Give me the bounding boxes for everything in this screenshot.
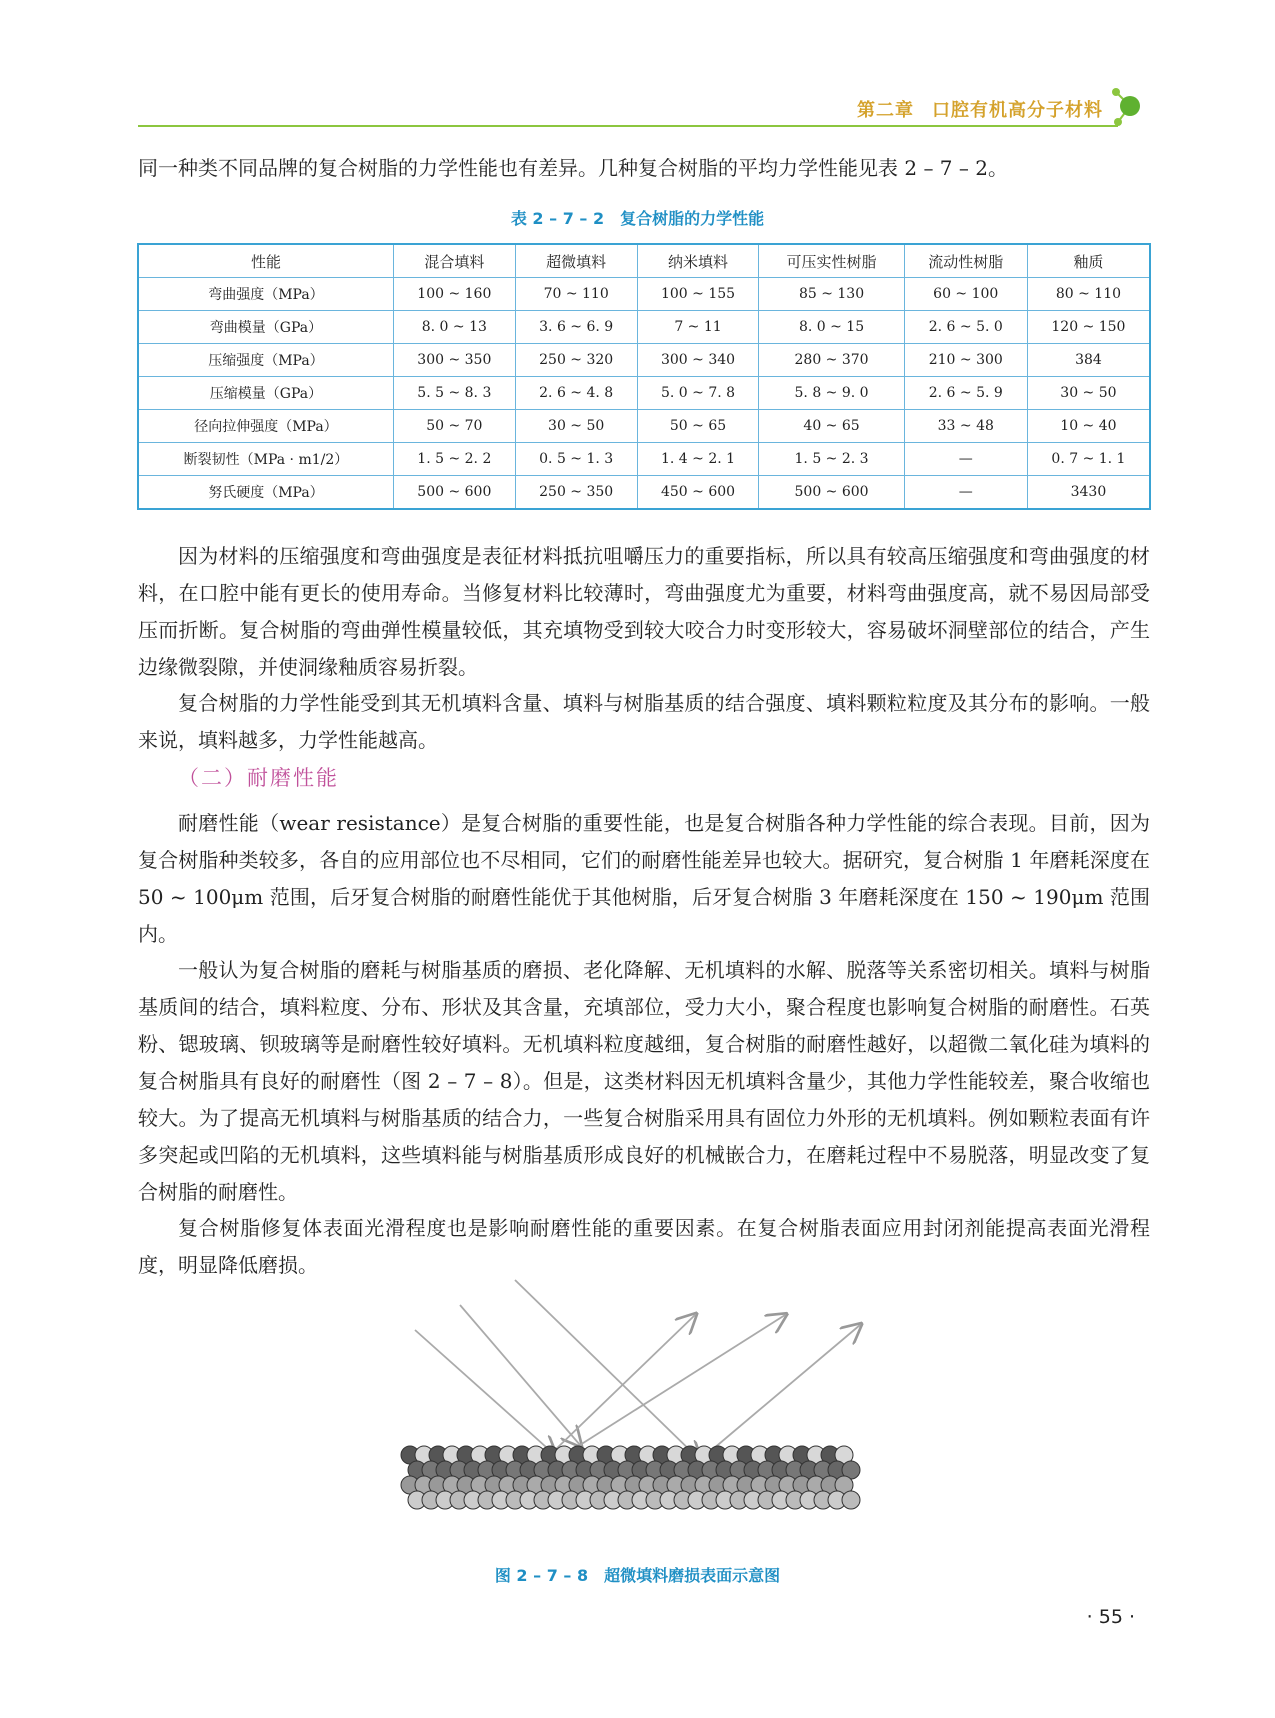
header-cell: 釉质 <box>1027 244 1150 278</box>
table-cell: 300 ~ 350 <box>393 344 515 377</box>
filler-particle <box>842 1491 860 1509</box>
table-cell: — <box>904 443 1027 476</box>
table-cell: 80 ~ 110 <box>1027 278 1150 311</box>
body-paragraph: 一般认为复合树脂的磨耗与树脂基质的磨损、老化降解、无机填料的水解、脱落等关系密切相关。填料与树脂基质间的结合，填料粒度、分布、形状及其含量，充填部位，受力大小，聚合程度也影响复合树脂的耐磨性。石英粉、锶玻璃、钡玻璃等是耐磨性较好填料。无机填料粒度越细，复合树脂的耐磨性越好，以超微二氧化硅为填料的复合树脂具有良好的耐磨性（图 2 – 7 – 8）。但是，这类材料因无机填料含量少，其他力学性能较差，聚合收缩也较大。为了提高无机填料与树脂基质的结合力，一些复合树脂采用具有固位力外形的无机填料。例如颗粒表面有许多突起或凹陷的无机填料，这些填料能与树脂基质形成良好的机械嵌合力，在磨耗过程中不易脱落，明显改变了复合树脂的耐磨性。 <box>138 958 1150 1204</box>
table-cell: 500 ~ 600 <box>759 476 904 510</box>
table-cell: 120 ~ 150 <box>1027 311 1150 344</box>
figure-caption: 图 2 – 7 – 8 超微填料磨损表面示意图 <box>494 1566 781 1585</box>
table-cell: 250 ~ 350 <box>515 476 637 510</box>
header-cell: 超微填料 <box>515 244 637 278</box>
table-cell: 压缩强度（MPa） <box>138 344 393 377</box>
table-cell: 2. 6 ~ 5. 0 <box>904 311 1027 344</box>
table-cell: 280 ~ 370 <box>759 344 904 377</box>
header-rule <box>138 125 1118 127</box>
table-cell: 33 ~ 48 <box>904 410 1027 443</box>
body-paragraph: 复合树脂修复体表面光滑程度也是影响耐磨性能的重要因素。在复合树脂表面应用封闭剂能提高表面光滑程度，明显降低磨损。 <box>138 1216 1150 1277</box>
table-cell: 5. 8 ~ 9. 0 <box>759 377 904 410</box>
wear-surface-figure <box>400 1270 890 1550</box>
table-cell: 8. 0 ~ 13 <box>393 311 515 344</box>
table-cell: 5. 0 ~ 7. 8 <box>637 377 759 410</box>
page-number: · 55 · <box>1086 1606 1135 1628</box>
table-cell: 40 ~ 65 <box>759 410 904 443</box>
table-cell: 210 ~ 300 <box>904 344 1027 377</box>
body-paragraph: 复合树脂的力学性能受到其无机填料含量、填料与树脂基质的结合强度、填料颗粒粒度及其分布的影响。一般来说，填料越多，力学性能越高。 <box>138 691 1150 752</box>
body-paragraph: 因为材料的压缩强度和弯曲强度是表征材料抵抗咀嚼压力的重要指标，所以具有较高压缩强度和弯曲强度的材料，在口腔中能有更长的使用寿命。当修复材料比较薄时，弯曲强度尤为重要，材料弯曲强度高，就不易因局部受压而折断。复合树脂的弯曲弹性模量较低，其充填物受到较大咬合力时变形较大，容易破坏洞壁部位的结合，产生边缘微裂隙，并使洞缘釉质容易折裂。 <box>138 544 1150 679</box>
table-cell: 弯曲模量（GPa） <box>138 311 393 344</box>
table-cell: 100 ~ 155 <box>637 278 759 311</box>
table-cell: 250 ~ 320 <box>515 344 637 377</box>
body-paragraph: 耐磨性能（wear resistance）是复合树脂的重要性能，也是复合树脂各种力学性能的综合表现。目前，因为复合树脂种类较多，各自的应用部位也不尽相同，它们的耐磨性能差异也较大。据研究，复合树脂 1 年磨耗深度在 50 ~ 100μm 范围，后牙复合树脂的耐磨性能优于其他树脂，后牙复合树脂 3 年磨耗深度在 150 ~ 190μm 范围内。 <box>138 811 1150 946</box>
table-cell: 7 ~ 11 <box>637 311 759 344</box>
light-rays <box>415 1280 860 1460</box>
table-cell: 1. 4 ~ 2. 1 <box>637 443 759 476</box>
table-cell: 30 ~ 50 <box>515 410 637 443</box>
section-heading: （二）耐磨性能 <box>178 766 339 790</box>
table-cell: 70 ~ 110 <box>515 278 637 311</box>
chapter-number: 第二章 <box>857 100 914 121</box>
table-cell: 500 ~ 600 <box>393 476 515 510</box>
table-cell: 3430 <box>1027 476 1150 510</box>
table-cell: — <box>904 476 1027 510</box>
table-cell: 10 ~ 40 <box>1027 410 1150 443</box>
table-cell: 径向拉伸强度（MPa） <box>138 410 393 443</box>
header-cell: 纳米填料 <box>637 244 759 278</box>
table-cell: 384 <box>1027 344 1150 377</box>
header-cell: 混合填料 <box>393 244 515 278</box>
table-cell: 2. 6 ~ 5. 9 <box>904 377 1027 410</box>
table-cell: 3. 6 ~ 6. 9 <box>515 311 637 344</box>
running-header <box>839 96 1103 122</box>
table-cell: 50 ~ 65 <box>637 410 759 443</box>
table-cell: 5. 5 ~ 8. 3 <box>393 377 515 410</box>
table-cell: 30 ~ 50 <box>1027 377 1150 410</box>
table-header-row <box>138 244 1150 278</box>
intro-paragraph: 同一种类不同品牌的复合树脂的力学性能也有差异。几种复合树脂的平均力学性能见表 2 – 7 – 2。 <box>138 156 1008 180</box>
table-row <box>138 476 1150 510</box>
table-cell: 压缩模量（GPa） <box>138 377 393 410</box>
table-cell: 50 ~ 70 <box>393 410 515 443</box>
header-cell: 性能 <box>138 244 393 278</box>
table-cell: 2. 6 ~ 4. 8 <box>515 377 637 410</box>
table-row <box>138 311 1150 344</box>
header-cell: 流动性树脂 <box>904 244 1027 278</box>
table-cell: 8. 0 ~ 15 <box>759 311 904 344</box>
table-cell: 1. 5 ~ 2. 2 <box>393 443 515 476</box>
table-row <box>138 377 1150 410</box>
table-cell: 1. 5 ~ 2. 3 <box>759 443 904 476</box>
molecule-icon <box>1108 86 1152 134</box>
table-cell: 0. 7 ~ 1. 1 <box>1027 443 1150 476</box>
chapter-title: 口腔有机高分子材料 <box>932 100 1103 121</box>
table-cell: 85 ~ 130 <box>759 278 904 311</box>
table-cell: 努氏硬度（MPa） <box>138 476 393 510</box>
table-row <box>138 344 1150 377</box>
table-row <box>138 278 1150 311</box>
table-cell: 450 ~ 600 <box>637 476 759 510</box>
table-cell: 100 ~ 160 <box>393 278 515 311</box>
filler-particles <box>401 1446 860 1509</box>
table-row <box>138 410 1150 443</box>
properties-table <box>137 243 1151 510</box>
table-caption: 表 2 – 7 – 2 复合树脂的力学性能 <box>510 209 765 228</box>
table-cell: 300 ~ 340 <box>637 344 759 377</box>
table-cell: 0. 5 ~ 1. 3 <box>515 443 637 476</box>
table-cell: 弯曲强度（MPa） <box>138 278 393 311</box>
table-cell: 60 ~ 100 <box>904 278 1027 311</box>
header-cell: 可压实性树脂 <box>759 244 904 278</box>
table-row <box>138 443 1150 476</box>
table-cell: 断裂韧性（MPa · m1/2） <box>138 443 393 476</box>
